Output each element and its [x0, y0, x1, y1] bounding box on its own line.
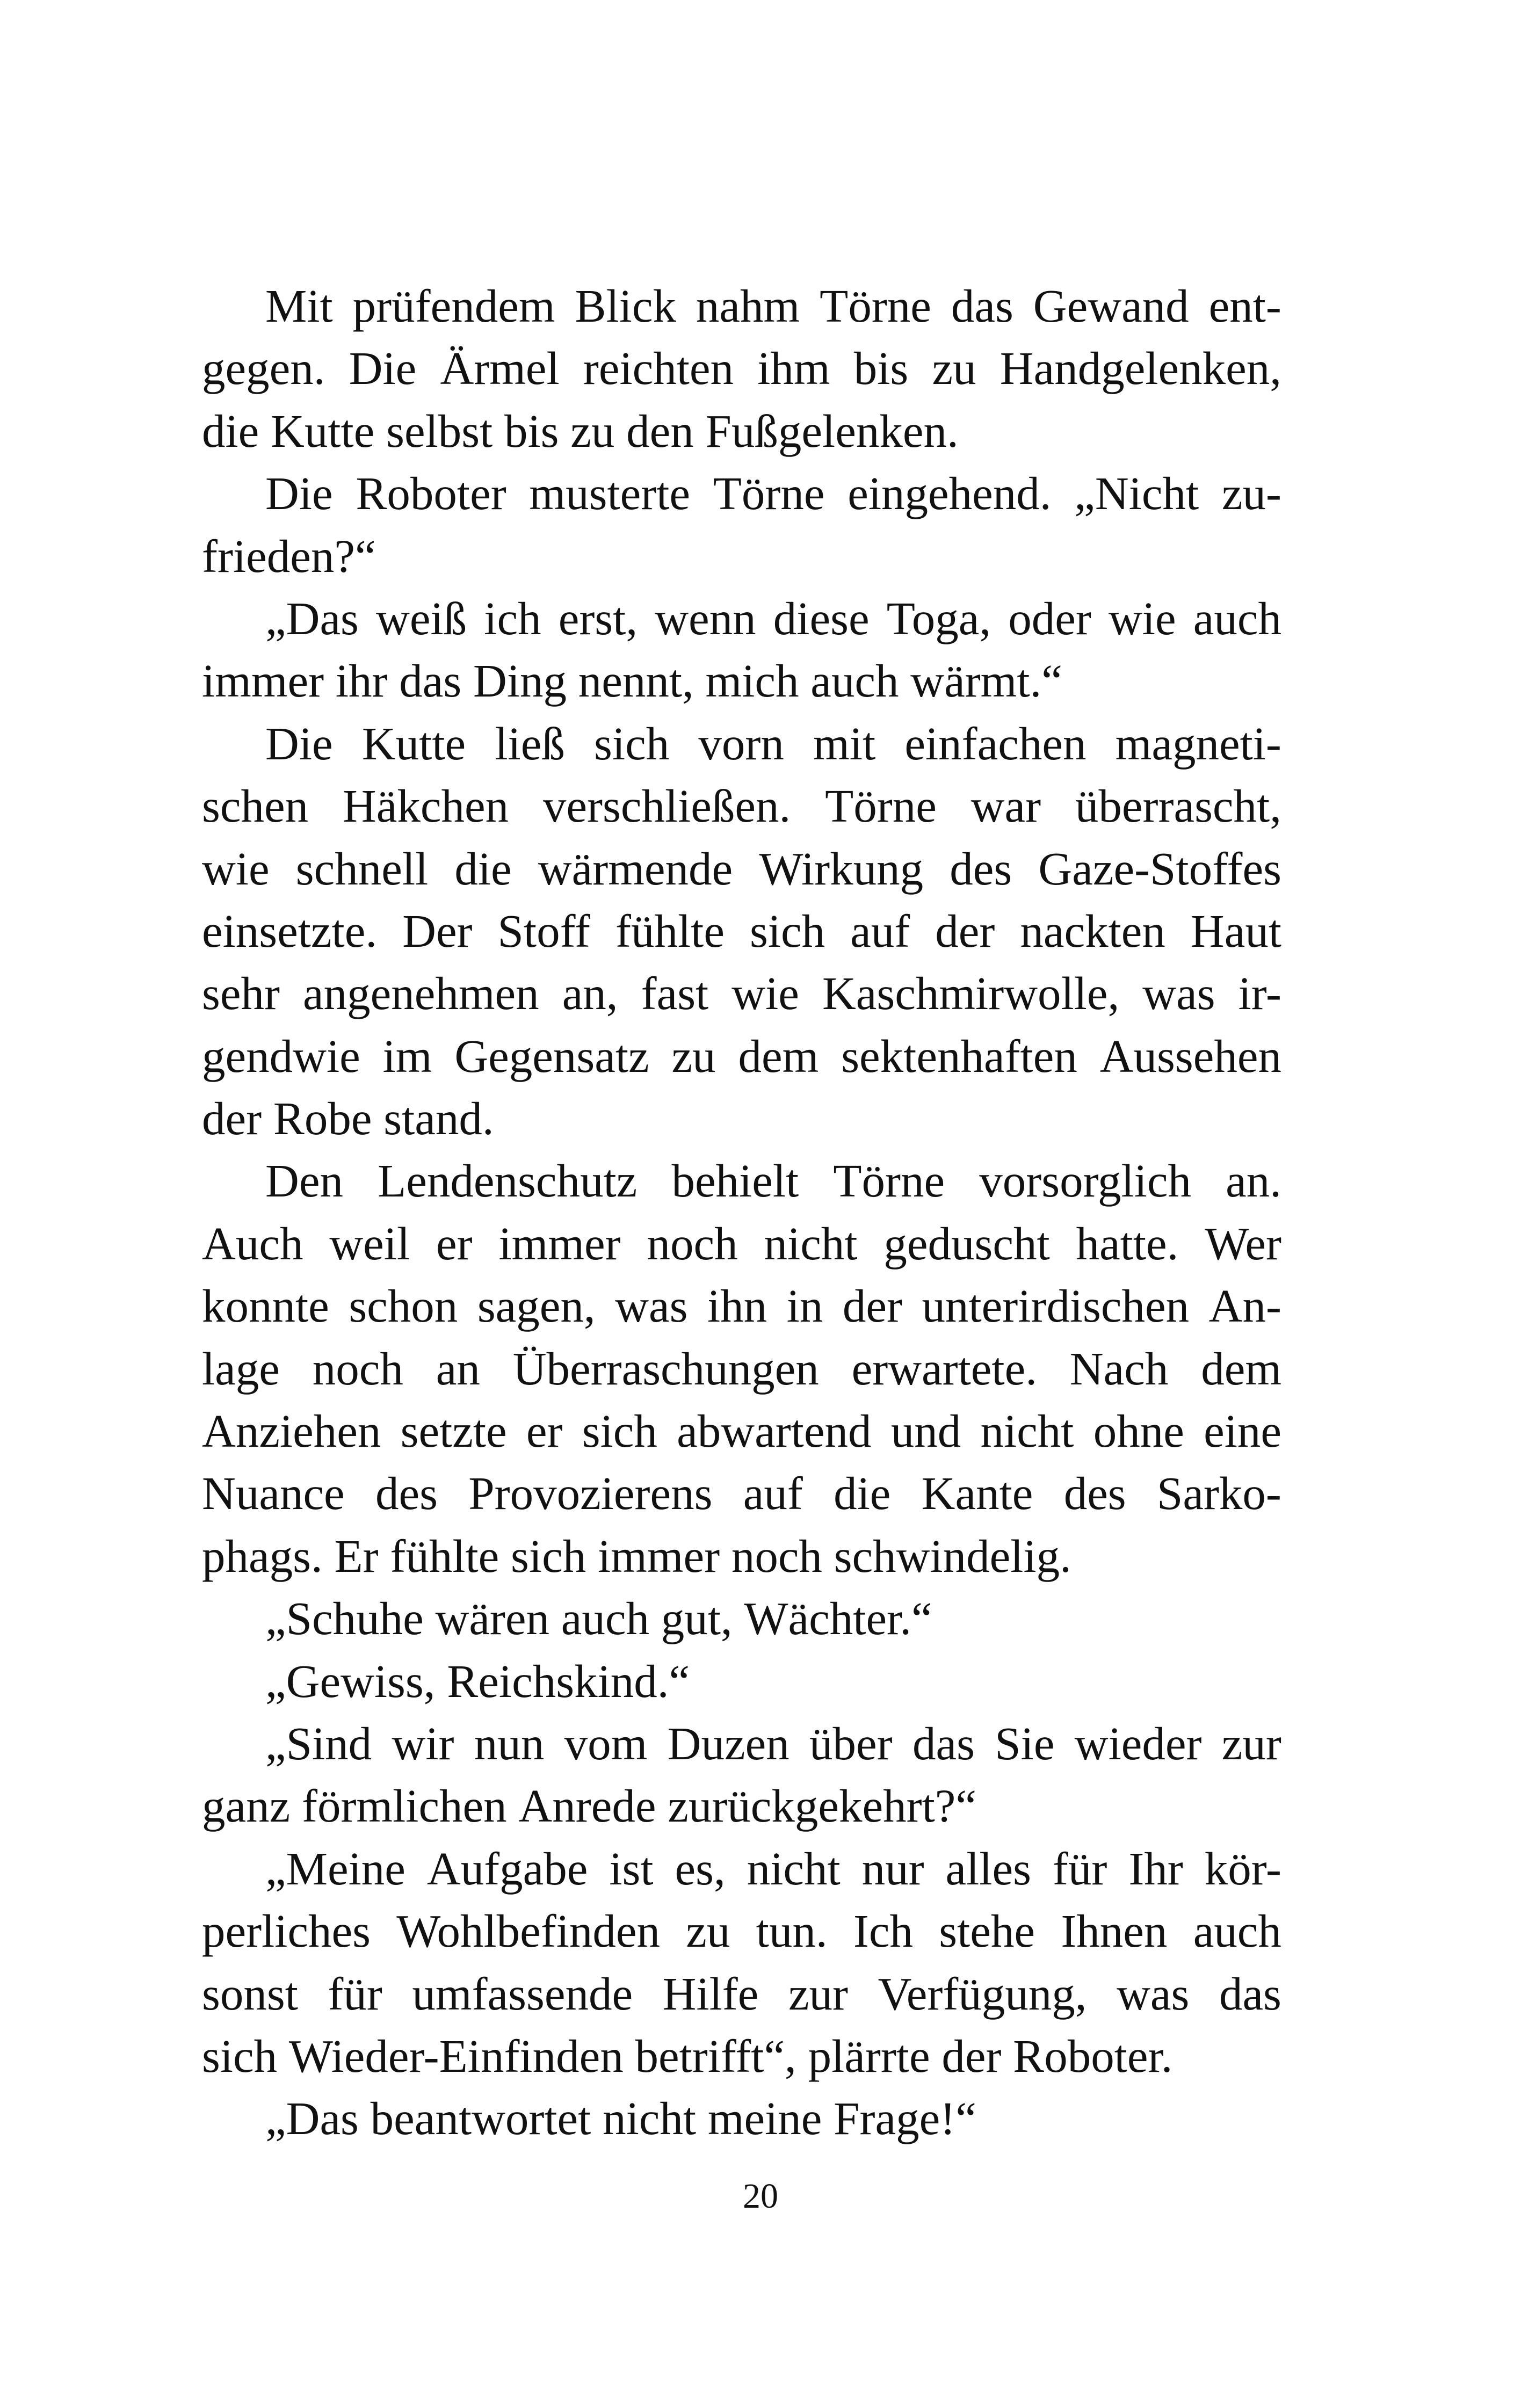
word: tun. [756, 1905, 828, 1957]
word: es, [675, 1842, 726, 1895]
word: er [436, 1217, 473, 1270]
word: Toga, [886, 592, 991, 644]
word: Roboter [356, 467, 506, 520]
word: Häkchen [342, 780, 509, 832]
word: setzte [400, 1405, 507, 1457]
word: an, [562, 967, 618, 1020]
word: ganz [202, 1780, 302, 1832]
word: Anziehen [202, 1405, 381, 1457]
text-line [202, 1462, 1281, 1525]
word: nicht [980, 1405, 1074, 1457]
word: die [454, 842, 512, 895]
word: zu [570, 404, 627, 457]
word: das [912, 1717, 975, 1769]
word: was [1142, 967, 1215, 1020]
word: überrascht, [1075, 780, 1281, 832]
word: vorn [698, 717, 784, 770]
word: konnte [202, 1280, 329, 1332]
word: zu [932, 342, 976, 395]
word: bis [504, 404, 571, 457]
word: fühlte [390, 1529, 511, 1582]
word: Überraschungen [512, 1342, 819, 1395]
word: erst, [558, 592, 638, 644]
word: schwindelig. [834, 1529, 1071, 1582]
word: Provozierens [468, 1467, 713, 1520]
word: förmlichen [301, 1780, 519, 1832]
word: Gaze-Stoffes [1038, 842, 1281, 895]
word: perliches [202, 1905, 371, 1957]
word: wir [392, 1717, 454, 1769]
word: immer [597, 1529, 731, 1582]
word: wie [1108, 592, 1176, 644]
word: Die [265, 717, 333, 770]
text-line [202, 1775, 1281, 1837]
word: beantwortet [370, 2092, 603, 2145]
word: Nach [1069, 1342, 1169, 1395]
text-line [202, 400, 1281, 462]
word: Verfügung, [878, 1967, 1087, 2020]
word: sonst [202, 1967, 298, 2020]
word: über [809, 1717, 893, 1769]
word: prüfendem [352, 280, 555, 332]
word: auf [850, 904, 910, 957]
word: des [1063, 1467, 1126, 1520]
word: Robe [273, 1092, 384, 1145]
word: nackten [1020, 904, 1165, 957]
word: immer [498, 1217, 621, 1270]
word: war [970, 780, 1041, 832]
text-line [202, 900, 1281, 962]
word: bis [853, 342, 909, 395]
word: er [526, 1405, 563, 1457]
word: zur [788, 1967, 849, 2020]
word: immer [202, 655, 336, 707]
word: noch [647, 1217, 738, 1270]
word: ihm [757, 342, 830, 395]
word: nennt, [578, 655, 706, 707]
word: Der [402, 904, 473, 957]
word: „Schuhe [265, 1592, 436, 1645]
word: Den [265, 1155, 343, 1207]
word: Roboter. [1013, 2029, 1173, 2082]
word: nahm [696, 280, 800, 332]
word: schnell [295, 842, 429, 895]
word: schen [202, 780, 309, 832]
word: Sarko- [1156, 1467, 1281, 1520]
text-line [202, 1963, 1281, 2025]
text-line [202, 2025, 1281, 2087]
word: An- [1208, 1280, 1281, 1332]
word: sich [594, 717, 670, 770]
text-line [202, 1525, 1281, 1587]
word: auch [810, 655, 911, 707]
word: auch [1193, 592, 1281, 644]
word: oder [1008, 592, 1091, 644]
text-line [202, 462, 1281, 525]
word: behielt [671, 1155, 799, 1207]
word: ist [609, 1842, 654, 1895]
word: Aufgabe [426, 1842, 588, 1895]
word: fast [641, 967, 709, 1020]
word: auch [561, 1592, 661, 1645]
word: unterirdischen [922, 1280, 1190, 1332]
word: Er [334, 1529, 390, 1582]
word: Kante [921, 1467, 1033, 1520]
body-text [202, 275, 1281, 2150]
word: für [1052, 1842, 1107, 1895]
word: ihr [335, 655, 400, 707]
word: nicht [764, 1217, 858, 1270]
word: sich [511, 1529, 598, 1582]
text-line [202, 1838, 1281, 1900]
text-line [202, 588, 1281, 650]
word: Die [349, 342, 417, 395]
word: eine [1204, 1405, 1281, 1457]
word: Nuance [202, 1467, 345, 1520]
word: wie [731, 967, 799, 1020]
text-line [202, 650, 1281, 712]
word: Törne [825, 780, 937, 832]
word: einfachen [904, 717, 1087, 770]
word: zur [1221, 1717, 1281, 1769]
word: geduscht [883, 1217, 1050, 1270]
word: des [950, 842, 1012, 895]
word: sich [202, 2029, 289, 2082]
word: dem [738, 1029, 819, 1082]
word: was [615, 1280, 688, 1332]
word: ihn [707, 1280, 767, 1332]
word: Ihnen [1061, 1905, 1168, 1957]
word: Wohlbefinden [396, 1905, 660, 1957]
word: das [399, 655, 473, 707]
word: Stoff [497, 904, 590, 957]
word: Ich [853, 1905, 913, 1957]
text-line [202, 1213, 1281, 1275]
word: stehe [939, 1905, 1035, 1957]
word: ich [484, 592, 541, 644]
word: erwartete. [851, 1342, 1037, 1395]
word: betrifft“, [635, 2029, 808, 2082]
word: für [328, 1967, 382, 2020]
word: plärrte [808, 2029, 942, 2082]
word: Auch [202, 1217, 303, 1270]
word: weiß [376, 592, 467, 644]
word: zu [671, 1029, 716, 1082]
word: Reichskind.“ [447, 1655, 690, 1707]
word: Blick [575, 280, 676, 332]
word: Lendenschutz [378, 1155, 638, 1207]
word: noch [731, 1529, 834, 1582]
word: Törne [713, 467, 825, 520]
word: verschließen. [542, 780, 791, 832]
word: was [1117, 1967, 1190, 2020]
word: der [842, 1280, 902, 1332]
word: eingehend. [848, 467, 1052, 520]
word: abwartend [677, 1405, 872, 1457]
word: alles [945, 1842, 1031, 1895]
word: „Nicht [1074, 467, 1199, 520]
word: zu [686, 1905, 730, 1957]
text-line [202, 775, 1281, 837]
word: und [890, 1405, 961, 1457]
word: des [375, 1467, 438, 1520]
word: Wirkung [759, 842, 924, 895]
text-line [202, 1150, 1281, 1212]
word: sich [749, 904, 825, 957]
word: umfassende [412, 1967, 633, 2020]
word: Wer [1205, 1217, 1281, 1270]
word: Haut [1190, 904, 1281, 957]
text-line [202, 1025, 1281, 1087]
word: frieden?“ [202, 530, 376, 582]
word: wieder [1074, 1717, 1202, 1769]
word: ent- [1208, 280, 1281, 332]
word: stand. [383, 1092, 494, 1145]
word: lage [202, 1342, 280, 1395]
word: ir- [1238, 967, 1281, 1020]
word: Ihr [1128, 1842, 1183, 1895]
word: wären [435, 1592, 561, 1645]
word: sehr [202, 967, 280, 1020]
word: der [941, 2029, 1013, 2082]
word: Gewand [1033, 280, 1189, 332]
word: Aussehen [1099, 1029, 1281, 1082]
word: Ding [473, 655, 578, 707]
word: vom [564, 1717, 648, 1769]
word: Gegensatz [454, 1029, 649, 1082]
word: Sie [995, 1717, 1055, 1769]
word: Kaschmirwolle, [822, 967, 1120, 1020]
word: nicht [747, 1842, 841, 1895]
text-line [202, 525, 1281, 588]
text-line [202, 838, 1281, 900]
word: wenn [655, 592, 756, 644]
text-line [202, 1650, 1281, 1713]
word: selbst [386, 404, 505, 457]
word: Kutte [271, 404, 387, 457]
word: an [436, 1342, 480, 1395]
word: Handgelenken, [999, 342, 1281, 395]
word: hatte. [1076, 1217, 1179, 1270]
word: wärmt.“ [910, 655, 1062, 707]
word: Fußgelenken. [705, 404, 959, 457]
page-number: 20 [743, 2177, 778, 2216]
word: „Sind [265, 1717, 372, 1769]
word: sich [582, 1405, 657, 1457]
word: wie [202, 842, 270, 895]
text-line [202, 1587, 1281, 1650]
word: noch [312, 1342, 403, 1395]
word: Duzen [667, 1717, 790, 1769]
word: dem [1201, 1342, 1281, 1395]
word: Die [265, 467, 333, 520]
word: angenehmen [303, 967, 539, 1020]
word: Frage!“ [834, 2092, 976, 2145]
word: Anrede [518, 1780, 668, 1832]
word: meine [707, 2092, 834, 2145]
word: sektenhaften [841, 1029, 1077, 1082]
word: zu- [1221, 467, 1281, 520]
word: weil [329, 1217, 410, 1270]
word: nicht [603, 2092, 708, 2145]
word: gut, [661, 1592, 744, 1645]
word: musterte [529, 467, 690, 520]
text-line [202, 1713, 1281, 1775]
word: der [202, 1092, 273, 1145]
word: im [382, 1029, 432, 1082]
word: die [834, 1467, 891, 1520]
word: gegen. [202, 342, 325, 395]
text-line [202, 962, 1281, 1025]
word: ohne [1093, 1405, 1184, 1457]
word: ließ [495, 717, 565, 770]
word: gendwie [202, 1029, 360, 1082]
word: das [951, 280, 1013, 332]
word: „Meine [265, 1842, 405, 1895]
text-line [202, 1400, 1281, 1462]
word: phags. [202, 1529, 335, 1582]
word: auf [743, 1467, 803, 1520]
word: zurückgekehrt?“ [668, 1780, 977, 1832]
word: Törne [820, 280, 931, 332]
word: Wieder-Einfinden [288, 2029, 635, 2082]
word: Ärmel [440, 342, 560, 395]
word: wärmende [538, 842, 733, 895]
word: das [1219, 1967, 1281, 2020]
word: magneti- [1115, 717, 1281, 770]
word: diese [773, 592, 870, 644]
text-line [202, 1900, 1281, 1962]
word: mit [813, 717, 876, 770]
text-line [202, 1275, 1281, 1337]
word: in [786, 1280, 823, 1332]
word: Kutte [361, 717, 466, 770]
word: kör- [1204, 1842, 1281, 1895]
text-line [202, 713, 1281, 775]
word: reichten [583, 342, 734, 395]
word: „Das [265, 592, 359, 644]
text-line [202, 1087, 1281, 1150]
word: einsetzte. [202, 904, 378, 957]
word: „Das [265, 2092, 371, 2145]
word: die [202, 404, 271, 457]
word: Törne [833, 1155, 945, 1207]
word: fühlte [615, 904, 725, 957]
word: mich [705, 655, 811, 707]
text-line [202, 275, 1281, 337]
word: „Gewiss, [265, 1655, 447, 1707]
text-line [202, 1338, 1281, 1400]
word: Hilfe [662, 1967, 759, 2020]
word: Mit [265, 280, 333, 332]
word: an. [1226, 1155, 1281, 1207]
word: nur [861, 1842, 924, 1895]
word: vorsorglich [979, 1155, 1191, 1207]
word: Wächter.“ [744, 1592, 932, 1645]
word: den [626, 404, 706, 457]
text-line [202, 2087, 1281, 2150]
word: schon [349, 1280, 458, 1332]
word: sagen, [477, 1280, 596, 1332]
text-line [202, 337, 1281, 400]
word: auch [1193, 1905, 1281, 1957]
word: der [935, 904, 995, 957]
word: nun [474, 1717, 545, 1769]
